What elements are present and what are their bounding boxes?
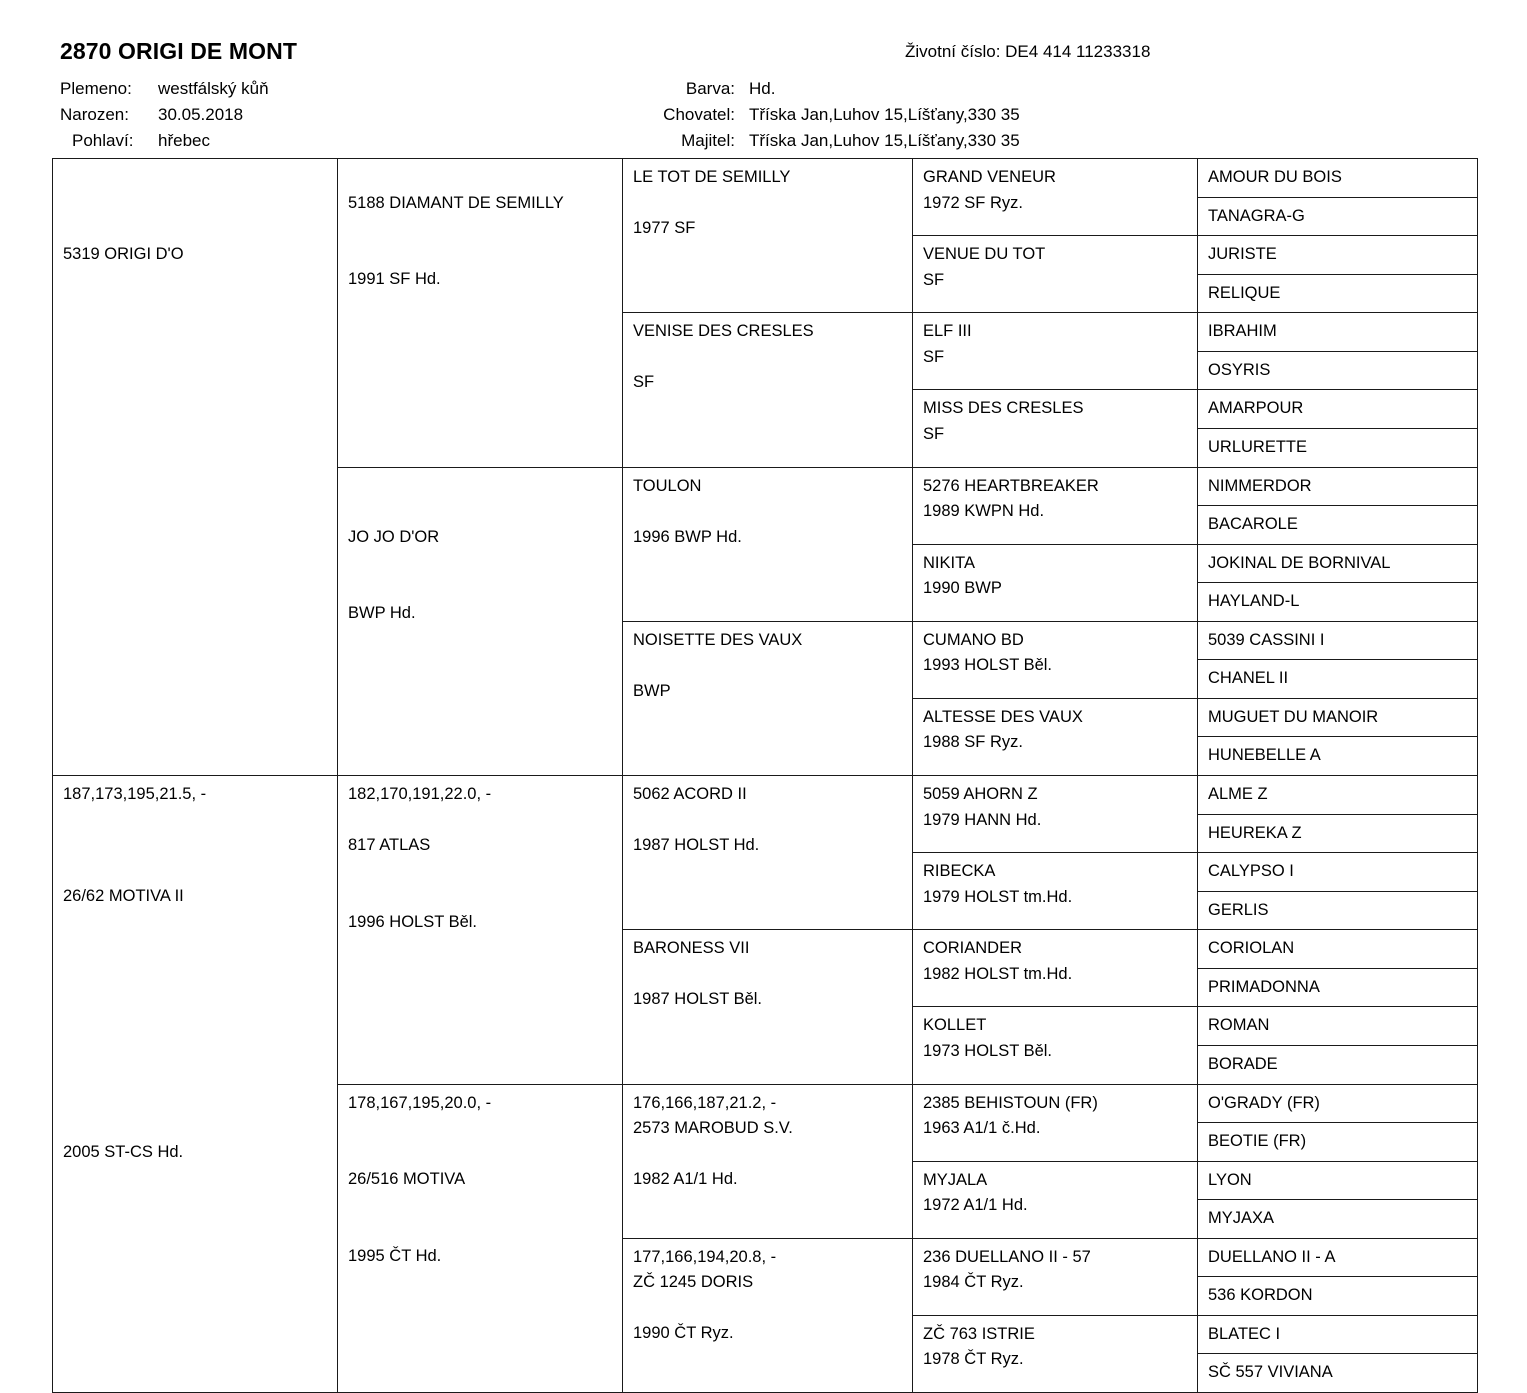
- g2-name: 2385 BEHISTOUN (FR): [923, 1093, 1098, 1112]
- g2-detail: 1972 A1/1 Hd.: [923, 1196, 1028, 1215]
- g1-measures: 177,166,194,20.8, -: [633, 1247, 777, 1266]
- cell-g3: NIMMERDOR: [1198, 467, 1478, 506]
- g2-name: MYJALA: [923, 1170, 988, 1189]
- cell-g3: AMARPOUR: [1198, 390, 1478, 429]
- g1-name: NOISETTE DES VAUX: [633, 630, 803, 649]
- g2-detail: 1988 SF Ryz.: [923, 733, 1023, 752]
- field-color-label: Barva:: [685, 79, 735, 98]
- g1-name: ZČ 1245 DORIS: [633, 1273, 754, 1292]
- g2-name: RIBECKA: [923, 862, 996, 881]
- cell-g2: [913, 621, 1198, 698]
- dam-dam-detail: 1995 ČT Hd.: [348, 1246, 442, 1265]
- cell-g3: URLURETTE: [1198, 428, 1478, 467]
- field-breeder: [620, 102, 1020, 128]
- pedigree-table: [52, 158, 1478, 1393]
- dam-dam-name: 26/516 MOTIVA: [348, 1170, 466, 1189]
- field-owner: [620, 128, 1020, 154]
- field-breed: [60, 76, 269, 102]
- cell-g1: [623, 159, 913, 313]
- field-breeder-label: Chovatel:: [663, 105, 735, 124]
- cell-g1: [623, 1238, 913, 1392]
- field-birth-value: 30.05.2018: [158, 105, 244, 124]
- dam-name: 26/62 MOTIVA II: [63, 887, 184, 906]
- g2-name: ALTESSE DES VAUX: [923, 707, 1083, 726]
- cell-g2: [913, 930, 1198, 1007]
- field-birth: [60, 102, 269, 128]
- cell-g3: CALYPSO I: [1198, 853, 1478, 892]
- cell-g3: AMOUR DU BOIS: [1198, 159, 1478, 198]
- cell-g3: CORIOLAN: [1198, 930, 1478, 969]
- cell-g2: [913, 1084, 1198, 1161]
- g2-detail: SF: [923, 424, 945, 443]
- dam-sire-detail: 1996 HOLST Běl.: [348, 912, 478, 931]
- g1-detail: SF: [633, 373, 655, 392]
- field-color-value: Hd.: [749, 79, 776, 98]
- sire-dam-name: JO JO D'OR: [348, 527, 440, 546]
- g1-detail: BWP: [633, 681, 671, 700]
- g2-detail: 1978 ČT Ryz.: [923, 1350, 1024, 1369]
- cell-g3: 536 KORDON: [1198, 1277, 1478, 1316]
- g2-name: ELF III: [923, 322, 972, 341]
- cell-dam-dam: [338, 1084, 623, 1393]
- field-owner-value: Tříska Jan,Luhov 15,Líšťany,330 35: [749, 131, 1020, 150]
- g2-detail: SF: [923, 347, 945, 366]
- document-header: [0, 0, 1527, 150]
- g2-detail: 1984 ČT Ryz.: [923, 1273, 1024, 1292]
- cell-sire-sire: [338, 159, 623, 468]
- cell-g2: [913, 1007, 1198, 1084]
- cell-g3: TANAGRA-G: [1198, 197, 1478, 236]
- cell-sire-dam: [338, 467, 623, 776]
- cell-g2: [913, 467, 1198, 544]
- field-owner-label: Majitel:: [681, 131, 735, 150]
- g2-name: 5276 HEARTBREAKER: [923, 476, 1099, 495]
- g2-name: VENUE DU TOT: [923, 245, 1046, 264]
- cell-g2: [913, 698, 1198, 775]
- g1-detail: 1996 BWP Hd.: [633, 527, 742, 546]
- g1-detail: 1987 HOLST Běl.: [633, 990, 763, 1009]
- cell-sire: [53, 159, 338, 776]
- g2-detail: SF: [923, 270, 945, 289]
- cell-g3: BLATEC I: [1198, 1315, 1478, 1354]
- cell-g3: GERLIS: [1198, 891, 1478, 930]
- cell-g3: PRIMADONNA: [1198, 968, 1478, 1007]
- sire-sire-detail: 1991 SF Hd.: [348, 270, 441, 289]
- field-sex-value: hřebec: [158, 131, 210, 150]
- field-birth-label: Narozen:: [60, 105, 129, 124]
- g2-detail: 1979 HANN Hd.: [923, 810, 1042, 829]
- g2-detail: 1963 A1/1 č.Hd.: [923, 1119, 1041, 1138]
- cell-g2: [913, 1315, 1198, 1392]
- cell-g3: DUELLANO II - A: [1198, 1238, 1478, 1277]
- g1-detail: 1990 ČT Ryz.: [633, 1324, 734, 1343]
- cell-g3: BEOTIE (FR): [1198, 1123, 1478, 1162]
- cell-g1: [623, 930, 913, 1084]
- sire-name: 5319 ORIGI D'O: [63, 244, 184, 263]
- dam-sire-measures: 182,170,191,22.0, -: [348, 785, 492, 803]
- g2-detail: 1990 BWP: [923, 579, 1002, 598]
- cell-g1: [623, 621, 913, 775]
- g2-detail: 1979 HOLST tm.Hd.: [923, 887, 1073, 906]
- sire-dam-detail: BWP Hd.: [348, 604, 416, 623]
- g2-name: KOLLET: [923, 1016, 987, 1035]
- cell-g3: MUGUET DU MANOIR: [1198, 698, 1478, 737]
- g2-name: CORIANDER: [923, 939, 1023, 958]
- cell-g3: 5039 CASSINI I: [1198, 621, 1478, 660]
- life-number: [905, 42, 1150, 62]
- cell-g2: [913, 853, 1198, 930]
- cell-g2: [913, 1161, 1198, 1238]
- cell-g2: [913, 1238, 1198, 1315]
- cell-g3: IBRAHIM: [1198, 313, 1478, 352]
- cell-g3: HUNEBELLE A: [1198, 737, 1478, 776]
- field-breed-label: Plemeno:: [60, 79, 132, 98]
- cell-g3: HAYLAND-L: [1198, 583, 1478, 622]
- field-sex-label: Pohlaví:: [72, 131, 134, 150]
- g1-name: 5062 ACORD II: [633, 785, 747, 803]
- cell-g3: BORADE: [1198, 1045, 1478, 1084]
- field-sex: [60, 128, 269, 154]
- dam-detail: 2005 ST-CS Hd.: [63, 1142, 184, 1161]
- cell-g3: OSYRIS: [1198, 351, 1478, 390]
- table-row: [53, 159, 1478, 198]
- g2-detail: 1973 HOLST Běl.: [923, 1041, 1053, 1060]
- cell-g1: [623, 313, 913, 467]
- g1-name: LE TOT DE SEMILLY: [633, 168, 791, 186]
- g2-detail: 1993 HOLST Běl.: [923, 656, 1053, 675]
- g1-name: TOULON: [633, 476, 702, 495]
- cell-g2: [913, 159, 1198, 236]
- g2-name: CUMANO BD: [923, 630, 1024, 649]
- cell-dam-sire: [338, 776, 623, 1085]
- cell-g1: [623, 1084, 913, 1238]
- g2-detail: 1982 HOLST tm.Hd.: [923, 964, 1073, 983]
- g1-name: 2573 MAROBUD S.V.: [633, 1119, 793, 1138]
- g2-name: 236 DUELLANO II - 57: [923, 1247, 1091, 1266]
- table-row: [53, 776, 1478, 815]
- field-color: [620, 76, 1020, 102]
- dam-dam-measures: 178,167,195,20.0, -: [348, 1093, 492, 1112]
- cell-g3: CHANEL II: [1198, 660, 1478, 699]
- cell-g3: JURISTE: [1198, 236, 1478, 275]
- right-field-group: [620, 76, 1020, 154]
- g2-name: GRAND VENEUR: [923, 168, 1056, 186]
- left-field-group: [60, 76, 269, 154]
- g1-name: BARONESS VII: [633, 939, 750, 958]
- cell-g3: RELIQUE: [1198, 274, 1478, 313]
- cell-g3: MYJAXA: [1198, 1200, 1478, 1239]
- field-breed-value: westfálský kůň: [158, 79, 269, 98]
- page-title: 2870 ORIGI DE MONT: [60, 38, 297, 64]
- dam-measures: 187,173,195,21.5, -: [63, 785, 207, 803]
- field-breeder-value: Tříska Jan,Luhov 15,Líšťany,330 35: [749, 105, 1020, 124]
- cell-g2: [913, 390, 1198, 467]
- sire-sire-name: 5188 DIAMANT DE SEMILLY: [348, 193, 564, 212]
- cell-g3: ROMAN: [1198, 1007, 1478, 1046]
- cell-g3: BACAROLE: [1198, 506, 1478, 545]
- g2-name: ZČ 763 ISTRIE: [923, 1324, 1035, 1343]
- g1-measures: 176,166,187,21.2, -: [633, 1093, 777, 1112]
- cell-dam: [53, 776, 338, 1393]
- g2-name: 5059 AHORN Z: [923, 785, 1038, 803]
- cell-g3: SČ 557 VIVIANA: [1198, 1354, 1478, 1393]
- g2-detail: 1972 SF Ryz.: [923, 193, 1023, 212]
- cell-g1: [623, 776, 913, 930]
- cell-g2: [913, 313, 1198, 390]
- g2-detail: 1989 KWPN Hd.: [923, 502, 1045, 521]
- cell-g3: LYON: [1198, 1161, 1478, 1200]
- g1-name: VENISE DES CRESLES: [633, 322, 814, 341]
- cell-g1: [623, 467, 913, 621]
- cell-g2: [913, 236, 1198, 313]
- g2-name: NIKITA: [923, 553, 975, 572]
- g1-detail: 1982 A1/1 Hd.: [633, 1170, 738, 1189]
- g1-detail: 1987 HOLST Hd.: [633, 836, 760, 855]
- life-number-value: DE4 414 11233318: [1005, 42, 1151, 61]
- cell-g3: HEUREKA Z: [1198, 814, 1478, 853]
- cell-g3: JOKINAL DE BORNIVAL: [1198, 544, 1478, 583]
- life-number-label: Životní číslo:: [905, 42, 1001, 61]
- g2-name: MISS DES CRESLES: [923, 399, 1084, 418]
- cell-g3: O'GRADY (FR): [1198, 1084, 1478, 1123]
- cell-g3: ALME Z: [1198, 776, 1478, 815]
- dam-sire-name: 817 ATLAS: [348, 836, 431, 855]
- cell-g2: [913, 776, 1198, 853]
- cell-g2: [913, 544, 1198, 621]
- g1-detail: 1977 SF: [633, 219, 696, 238]
